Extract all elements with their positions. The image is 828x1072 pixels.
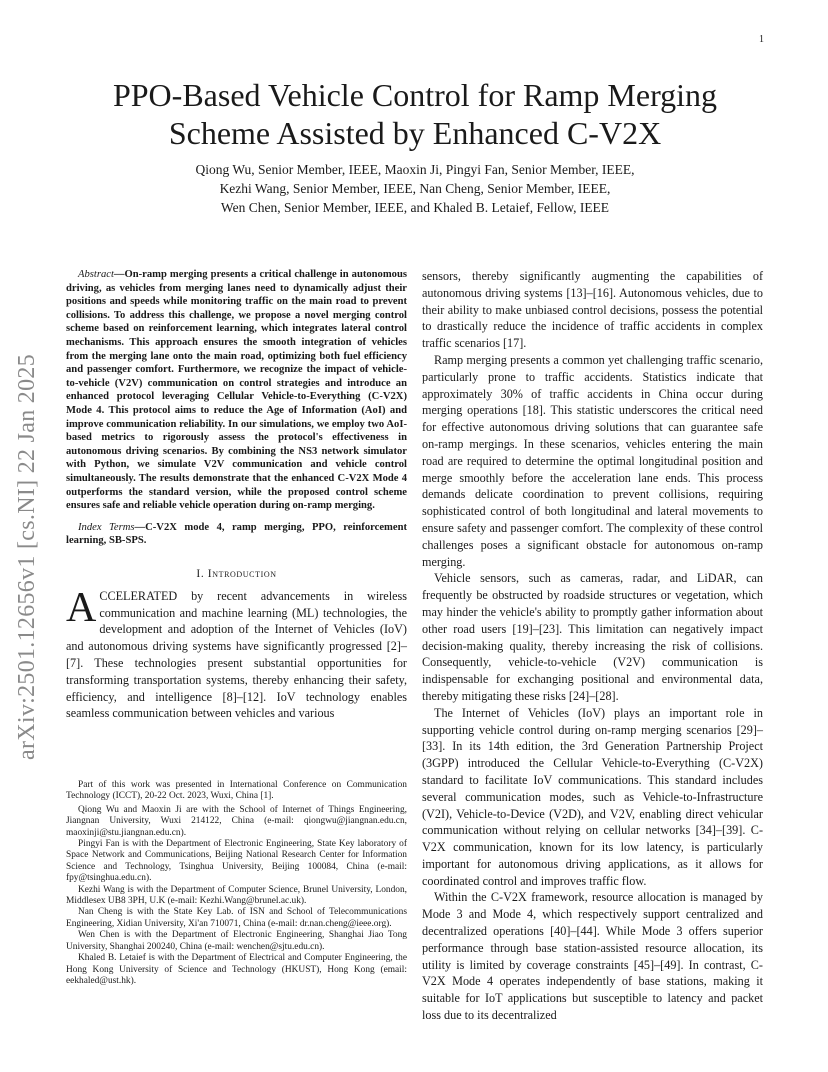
footnote-conference: Part of this work was presented in International Conference on Communication Technology (ICCT), 20-22 Oct. 2023, Wuxi, China [1]. <box>66 780 407 802</box>
index-terms-text: —C-V2X mode 4, ramp merging, PPO, reinforcement learning, SB-SPS. <box>66 521 407 547</box>
abstract-label: Abstract <box>78 269 114 280</box>
left-column <box>66 268 407 722</box>
author-line-3: Wen Chen, Senior Member, IEEE, and Khaled B. Letaief, Fellow, IEEE <box>220 200 610 215</box>
page-number: 1 <box>759 34 764 45</box>
intro-paragraph-1-text: CCELERATED by recent advancements in wireless communication and machine learning (ML) technologies, the development and adoption of the Internet of Vehicles (IoV) and autonomous driving systems have significantly progressed [2]–[7]. These technologies present substantial opportunities for transforming transportation systems, thereby enhancing their safety, efficiency, and intelligence [8]–[12]. IoV technology enables seamless communication between vehicles and various <box>66 588 407 721</box>
author-line-2: Kezhi Wang, Senior Member, IEEE, Nan Cheng, Senior Member, IEEE, <box>219 181 611 196</box>
footnote-affiliation-letaief: Khaled B. Letaief is with the Department of Electrical and Computer Engineering, the Hong Kong University of Science and Technology (HKUST), Hong Kong (email: eekhaled@ust.hk). <box>66 953 407 986</box>
index-terms-label: Index Terms <box>78 521 135 533</box>
author-list <box>60 160 770 217</box>
index-terms <box>66 521 407 548</box>
body-paragraph: Within the C-V2X framework, resource allocation is managed by Mode 3 and Mode 4, which respectively support centralized and decentralized operations [40]–[44]. While Mode 3 offers superior performance through base station-assisted resource allocation, its utility is limited by coverage constraints [45]–[49]. In contrast, C-V2X Mode 4 operates independently of base stations, making it suitable for IoT applications but susceptible to latency and packet loss due to its decentralized <box>422 890 763 1023</box>
body-paragraph: The Internet of Vehicles (IoV) plays an important role in supporting vehicle control during on-ramp merging scenarios [29]–[33]. In its 14th edition, the 3rd Generation Partnership Project (3GPP) introduced the Cellular Vehicle-to-Everything (C-V2X) standard to facilitate IoV communications. This standard includes several communication modes, such as Vehicle-to-Infrastructure (V2I), Vehicle-to-Device (V2D), and V2V, enabling direct vehicular communication without relying on cellular networks [34]–[39]. C-V2X communication, known for its low latency, is particularly important for autonomous driving applications, as it allows for coordinated control and improves traffic flow. <box>422 705 763 888</box>
body-paragraph: sensors, thereby significantly augmenting the capabilities of autonomous driving systems [13]–[16]. Autonomous vehicles, due to their ability to make unbiased control decisions, possess the potential to drastically reduce the incidence of traffic accidents in complex traffic scenarios [17]. <box>422 269 763 351</box>
right-column <box>422 268 763 1024</box>
abstract-text: —On-ramp merging presents a critical challenge in autonomous driving, as vehicles from merging lanes need to dynamically adjust their positions and speeds while monitoring traffic on the main road to prevent collisions. To address this challenge, we propose a novel merging control scheme based on reinforcement learning, which integrates lateral control mechanisms. This approach ensures the smooth integration of vehicles from the merging lane onto the main road, optimizing both fuel efficiency and passenger comfort. Furthermore, we recognize the impact of vehicle-to-vehicle (V2V) communication on control strategies and introduce an enhanced protocol leveraging Cellular Vehicle-to-Everything (C-V2X) Mode 4. This protocol aims to reduce the Age of Information (AoI) and improve communication reliability. In our simulations, we employ two AoI-based metrics to rigorously assess the protocol's effectiveness in autonomous driving scenarios. By combining the NS3 network simulator with Python, we simulate V2V communication and vehicle control simultaneously. The results demonstrate that the enhanced C-V2X Mode 4 outperforms the standard version, while the proposed control scheme ensures safe and reliable vehicle operation during on-ramp merging. <box>66 269 407 512</box>
footnote-affiliation-chen: Wen Chen is with the Department of Electronic Engineering, Shanghai Jiao Tong University, Shanghai 200240, China (e-mail: wenchen@sjtu.edu.cn). <box>66 930 407 952</box>
abstract <box>66 268 407 513</box>
arxiv-identifier[interactable]: arXiv:2501.12656v1 [cs.NI] 22 Jan 2025 <box>14 353 40 760</box>
footnote-affiliation-wu-ji: Qiong Wu and Maoxin Ji are with the School of Internet of Things Engineering, Jiangnan University, Wuxi 214122, China (e-mail: qiongwu@jiangnan.edu.cn, maoxinji@stu.jiangnan.edu.cn). <box>66 804 407 838</box>
paper-title <box>60 76 770 152</box>
body-paragraph: Vehicle sensors, such as cameras, radar, and LiDAR, can frequently be obstructed by roadside structures or vegetation, which may hinder the vehicle's ability to promptly gather information about other road users [19]–[23]. This limitation can negatively impact decision-making quality, thereby increasing the risk of collisions. Consequently, vehicle-to-vehicle (V2V) communication is indispensable for exchanging positional and environmental data, thereby mitigating these risks [24]–[28]. <box>422 571 763 703</box>
footnote-affiliation-fan: Pingyi Fan is with the Department of Electronic Engineering, State Key laboratory of Space Network and Communications, Beijing National Research Center for Information Science and Technology, Tsinghua University, Beijing 100084, China (e-mail: fpy@tsinghua.edu.cn). <box>66 839 407 884</box>
footnotes <box>66 780 407 987</box>
author-line-1: Qiong Wu, Senior Member, IEEE, Maoxin Ji, Pingyi Fan, Senior Member, IEEE, <box>195 162 635 177</box>
body-paragraph: Ramp merging presents a common yet challenging traffic scenario, particularly prone to traffic accidents. Statistics indicate that approximately 30% of traffic accidents in China occur during merging operations [18]. This statistic underscores the critical need for effective autonomous driving solutions that can guarantee safe on-ramp mergings. In these scenarios, vehicles entering the main road are required to determine the optimal longitudinal position and merge smoothly before the acceleration lane ends. This process demands delicate coordination to prevent collisions, requiring sophisticated control of both longitudinal and lateral movements to ensure safety and passenger comfort. The complexity of these control challenges poses a significant obstacle for autonomous on-ramp merging. <box>422 352 763 569</box>
intro-paragraph-1 <box>66 584 407 722</box>
title-line-1: PPO-Based Vehicle Control for Ramp Merging <box>112 77 718 113</box>
title-line-2: Scheme Assisted by Enhanced C-V2X <box>168 115 662 151</box>
footnote-affiliation-cheng: Nan Cheng is with the State Key Lab. of ISN and School of Telecommunications Engineering, Xidian University, Xi'an 710071, China (e-mail: dr.nan.cheng@ieee.org). <box>66 907 407 929</box>
drop-cap: A <box>66 584 97 631</box>
footnote-affiliation-wang: Kezhi Wang is with the Department of Computer Science, Brunel University, London, Middlesex UB8 3PH, U.K (e-mail: Kezhi.Wang@brunel.ac.uk). <box>66 884 407 907</box>
section-heading-introduction: I. Introduction <box>196 567 277 580</box>
